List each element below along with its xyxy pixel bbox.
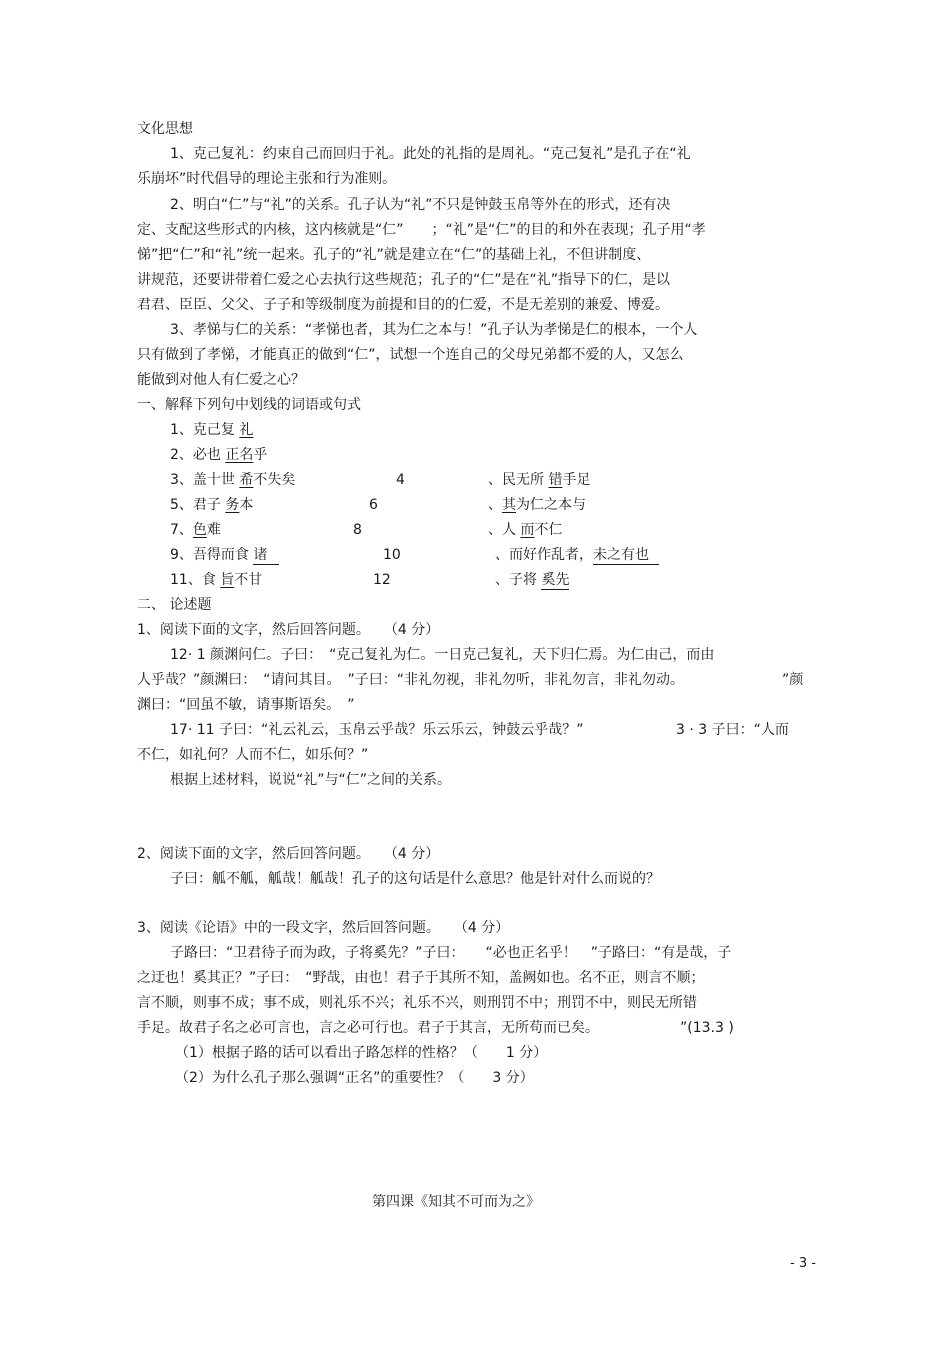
- exercise-item-number: 8: [353, 522, 362, 538]
- exercise-item: 、其为仁之本与: [488, 497, 586, 513]
- culture-p1-line: 1、克己复礼：约束自己而回归于礼。此处的礼指的是周礼。“克己复礼”是孔子在“礼: [170, 146, 691, 162]
- exercise-item-number: 4: [396, 472, 405, 488]
- exercise-item: 、人 而不仁: [488, 522, 563, 538]
- exercise-item: 5、君子 务本: [170, 497, 254, 513]
- culture-p3-line: 只有做到了孝悌，才能真正的做到“仁”，试想一个连自己的父母兄弟都不爱的人，又怎么: [137, 347, 684, 363]
- question1-line: ”颜: [782, 672, 804, 688]
- question1-title: 1、阅读下面的文字，然后回答问题。 （4 分）: [137, 622, 440, 638]
- culture-p3-line: 3、孝悌与仁的关系：“孝悌也者，其为仁之本与！”孔子认为孝悌是仁的根本，一个人: [170, 322, 698, 338]
- exercise-item: 2、必也 正名乎: [170, 447, 268, 463]
- culture-p2-line: 定、支配这些形式的内核，这内核就是“仁” ；“礼”是“仁”的目的和外在表现；孔子用“孝: [137, 222, 706, 238]
- question2-text: 子曰：觚不觚，觚哉！觚哉！孔子的这句话是什么意思？他是针对什么而说的？: [170, 871, 660, 887]
- culture-p2-line: 君君、臣臣、父父、子子和等级制度为前提和目的的仁爱，不是无差别的兼爱、博爱。: [137, 297, 669, 313]
- culture-p2-line: 讲规范，还要讲带着仁爱之心去执行这些规范；孔子的“仁”是在“礼”指导下的仁，是以: [137, 272, 671, 288]
- question3-sub1: （1）根据子路的话可以看出子路怎样的性格？（ 1 分）: [175, 1045, 548, 1061]
- question1-prompt: 根据上述材料，说说“礼”与“仁”之间的关系。: [170, 772, 452, 788]
- exercise-item: 7、色难: [170, 522, 221, 538]
- lesson-title: 第四课《知其不可而为之》: [372, 1194, 540, 1210]
- culture-heading: 文化思想: [137, 121, 193, 137]
- exercise-item: 、而好作乱者，未之有也: [495, 543, 659, 568]
- question3-citation: ”(13.3 ): [680, 1020, 734, 1036]
- question1-line: 12· 1 颜渊问仁。子曰： “克己复礼为仁。一日克己复礼，天下归仁焉。为仁由己，而由: [170, 647, 715, 663]
- section1-heading: 一、解释下列句中划线的词语或句式: [137, 397, 361, 413]
- question3-line: 子路曰：“卫君待子而为政，子将奚先？”子曰： “必也正名乎！ ”子路曰：“有是哉，子: [170, 945, 732, 961]
- exercise-item-number: 6: [369, 497, 378, 513]
- exercise-item: 3、盖十世 希不失矣: [170, 472, 296, 488]
- exercise-item: 11、食 旨不甘: [170, 572, 263, 588]
- exercise-item: 1、克己复 礼: [170, 422, 254, 438]
- question3-line: 言不顺，则事不成；事不成，则礼乐不兴；礼乐不兴，则刑罚不中；刑罚不中，则民无所错: [137, 995, 697, 1011]
- question1-line: 渊曰：“回虽不敏，请事斯语矣。 ”: [137, 697, 355, 713]
- question3-line: 之迂也！奚其正？”子曰： “野哉，由也！君子于其所不知，盖阙如也。名不正，则言不顺；: [137, 970, 705, 986]
- question3-title: 3、阅读《论语》中的一段文字，然后回答问题。 （4 分）: [137, 920, 510, 936]
- page-number: - 3 -: [790, 1256, 816, 1271]
- culture-p2-line: 2、明白“仁”与“礼”的关系。孔子认为“礼”不只是钟鼓玉帛等外在的形式，还有决: [170, 197, 671, 213]
- question2-title: 2、阅读下面的文字，然后回答问题。 （4 分）: [137, 846, 440, 862]
- exercise-item: 、子将 奚先: [495, 572, 570, 588]
- exercise-item-number: 12: [373, 572, 391, 588]
- section2-heading: 二、 论述题: [137, 597, 212, 613]
- question1-line: 3 · 3 子曰：“人而: [676, 722, 789, 738]
- exercise-item-number: 10: [383, 547, 401, 563]
- question3-line: 手足。故君子名之必可言也，言之必可行也。君子于其言，无所苟而已矣。: [137, 1020, 599, 1036]
- culture-p1-line: 乐崩坏”时代倡导的理论主张和行为准则。: [137, 171, 397, 187]
- question1-line: 人乎哉？”颜渊曰： “请问其目。 ”子曰：“非礼勿视，非礼勿听，非礼勿言，非礼勿动。: [137, 672, 685, 688]
- exercise-item: 、民无所 错手足: [488, 472, 591, 488]
- culture-p3-line: 能做到对他人有仁爱之心？: [137, 372, 305, 388]
- question1-line: 17· 11 子曰：“礼云礼云，玉帛云乎哉？乐云乐云，钟鼓云乎哉？”: [170, 722, 584, 738]
- question3-sub2: （2）为什么孔子那么强调“正名”的重要性？（ 3 分）: [175, 1070, 534, 1086]
- exercise-item: 9、吾得而食 诸: [170, 543, 279, 568]
- culture-p2-line: 悌”把“仁”和“礼”统一起来。孔子的“礼”就是建立在“仁”的基础上礼，不但讲制度、: [137, 247, 651, 263]
- question1-line: 不仁，如礼何？人而不仁，如乐何？”: [137, 747, 369, 763]
